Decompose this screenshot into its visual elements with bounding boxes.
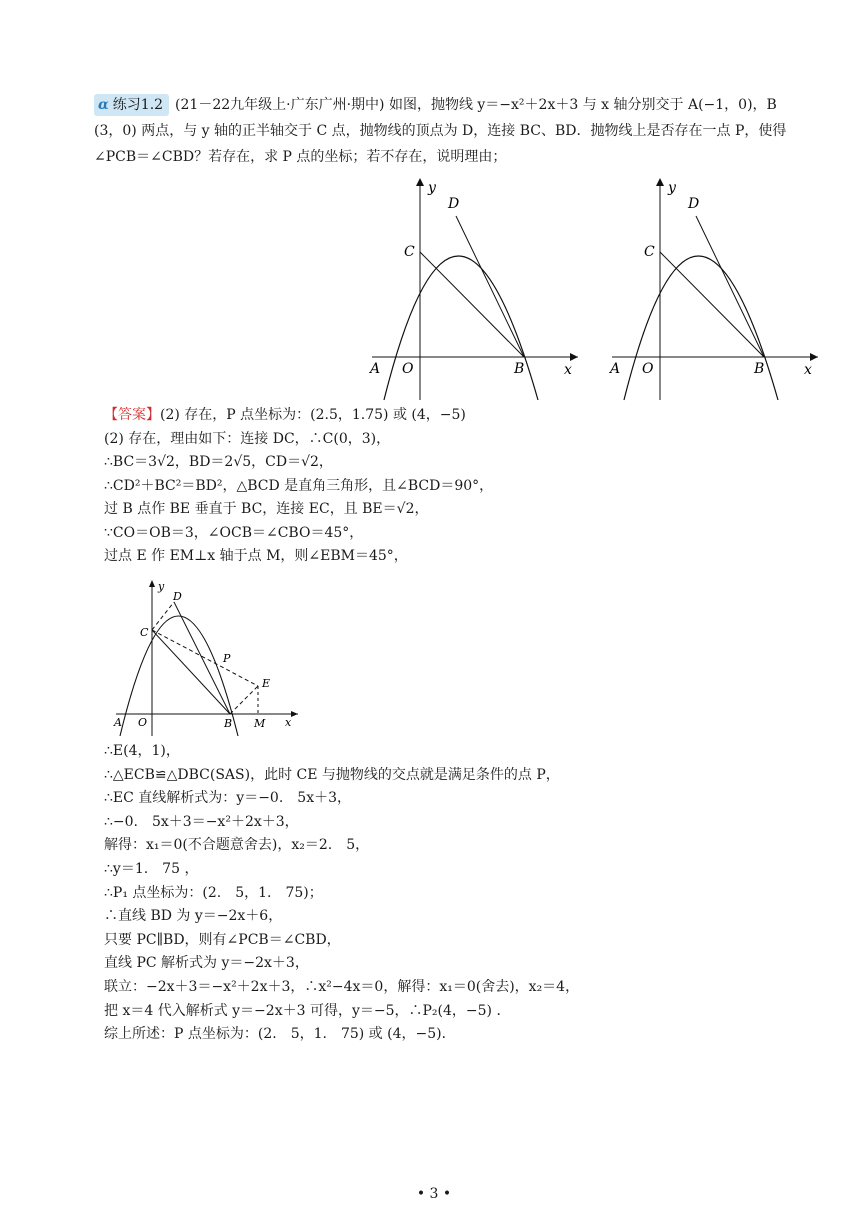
answer-line: 只要 PC∥BD，则有∠PCB＝∠CBD， <box>104 931 341 948</box>
label-D: D <box>448 196 460 212</box>
label-C: C <box>140 626 149 639</box>
answer-first: (2) 存在，P 点坐标为：(2.5，1.75) 或 (4，−5) <box>160 407 466 423</box>
label-O: O <box>642 361 654 377</box>
answer-line: ∴−0. 5x＋3＝−x²＋2x＋3， <box>104 813 299 830</box>
label-y: y <box>158 580 165 593</box>
answer-line: 过点 E 作 EM⊥x 轴于点 M，则∠EBM＝45°， <box>104 548 408 564</box>
answer-line: 过 B 点作 BE 垂直于 BC，连接 EC，且 BE＝√2， <box>104 501 429 517</box>
answer-line: ∴CD²＋BC²＝BD²，△BCD 是直角三角形，且∠BCD＝90°， <box>104 477 494 494</box>
label-D: D <box>173 590 182 603</box>
label-E: E <box>262 677 271 690</box>
label-y: y <box>428 180 436 196</box>
label-A: A <box>114 716 122 729</box>
answer-line: 把 x＝4 代入解析式 y＝−2x＋3 可得，y＝−5，∴P₂(4，−5) ． <box>104 1002 511 1019</box>
answer-line: (2) 存在，理由如下：连接 DC，∴C(0，3)， <box>104 430 391 447</box>
answer-line: ∴y＝1. 75 ， <box>104 860 199 877</box>
exercise-badge <box>94 94 169 116</box>
label-O: O <box>402 361 414 377</box>
problem-statement <box>94 92 822 170</box>
badge-logo: α <box>98 97 109 113</box>
label-B: B <box>224 717 233 730</box>
label-M: M <box>254 717 266 730</box>
label-O: O <box>138 716 148 729</box>
answer-line: ∴BC＝3√2，BD＝2√5，CD＝√2， <box>104 454 333 470</box>
label-C: C <box>644 244 655 260</box>
parabola-figure-2 <box>606 172 826 402</box>
answer-section <box>104 404 824 569</box>
label-D: D <box>688 196 700 212</box>
problem-line-2: (3，0) 两点，与 y 轴的正半轴交于 C 点，抛物线的顶点为 D，连接 BC、BD．抛物线上是否存在一点 P，使得 <box>94 123 787 139</box>
answer-line: 综上所述：P 点坐标为：(2. 5，1. 75) 或 (4，−5)． <box>104 1026 456 1043</box>
answer-line: ∴E(4，1)， <box>104 743 180 759</box>
parabola-figure-3 <box>112 576 302 736</box>
answer-line: ∴P₁ 点坐标为：(2. 5，1. 75)； <box>104 884 323 901</box>
answer-line: ∴EC 直线解析式为：y＝−0. 5x＋3， <box>104 790 351 807</box>
answer-line: ∵CO＝OB＝3，∠OCB＝∠CBO＝45°， <box>104 524 364 541</box>
answer-continuation <box>104 740 824 1047</box>
label-x: x <box>804 362 812 378</box>
answer-line: 解得：x₁＝0(不合题意舍去)，x₂＝2. 5， <box>104 837 370 854</box>
label-A: A <box>610 361 621 377</box>
answer-line: ∴△ECB≌△DBC(SAS)，此时 CE 与抛物线的交点就是满足条件的点 P， <box>104 766 560 783</box>
answer-line: 直线 PC 解析式为 y＝−2x＋3， <box>104 955 309 972</box>
answer-first-line <box>104 404 824 428</box>
problem-line-1 <box>94 92 822 118</box>
label-y: y <box>668 180 676 196</box>
label-A: A <box>370 361 381 377</box>
answer-line: ∴直线 BD 为 y＝−2x＋6， <box>104 908 283 925</box>
page-number: • 3 • <box>416 1186 452 1202</box>
answer-tag: 【答案】 <box>104 407 160 423</box>
problem-line-3: ∠PCB＝∠CBD？若存在，求 P 点的坐标；若不存在，说明理由； <box>94 149 507 165</box>
problem-text-1: (21－22九年级上·广东广州·期中) 如图，抛物线 y＝−x²＋2x＋3 与 x 轴分别交于 A(−1，0)，B <box>175 97 777 113</box>
answer-line: 联立：−2x＋3＝−x²＋2x＋3，∴x²−4x＝0，解得：x₁＝0(舍去)，x₂＝4， <box>104 978 580 995</box>
label-B: B <box>514 361 525 377</box>
label-P: P <box>223 652 231 665</box>
parabola-figure-1 <box>366 172 586 402</box>
label-x: x <box>285 716 292 729</box>
label-B: B <box>754 361 765 377</box>
label-C: C <box>404 244 415 260</box>
label-x: x <box>564 362 572 378</box>
badge-label: 练习1.2 <box>112 97 164 113</box>
